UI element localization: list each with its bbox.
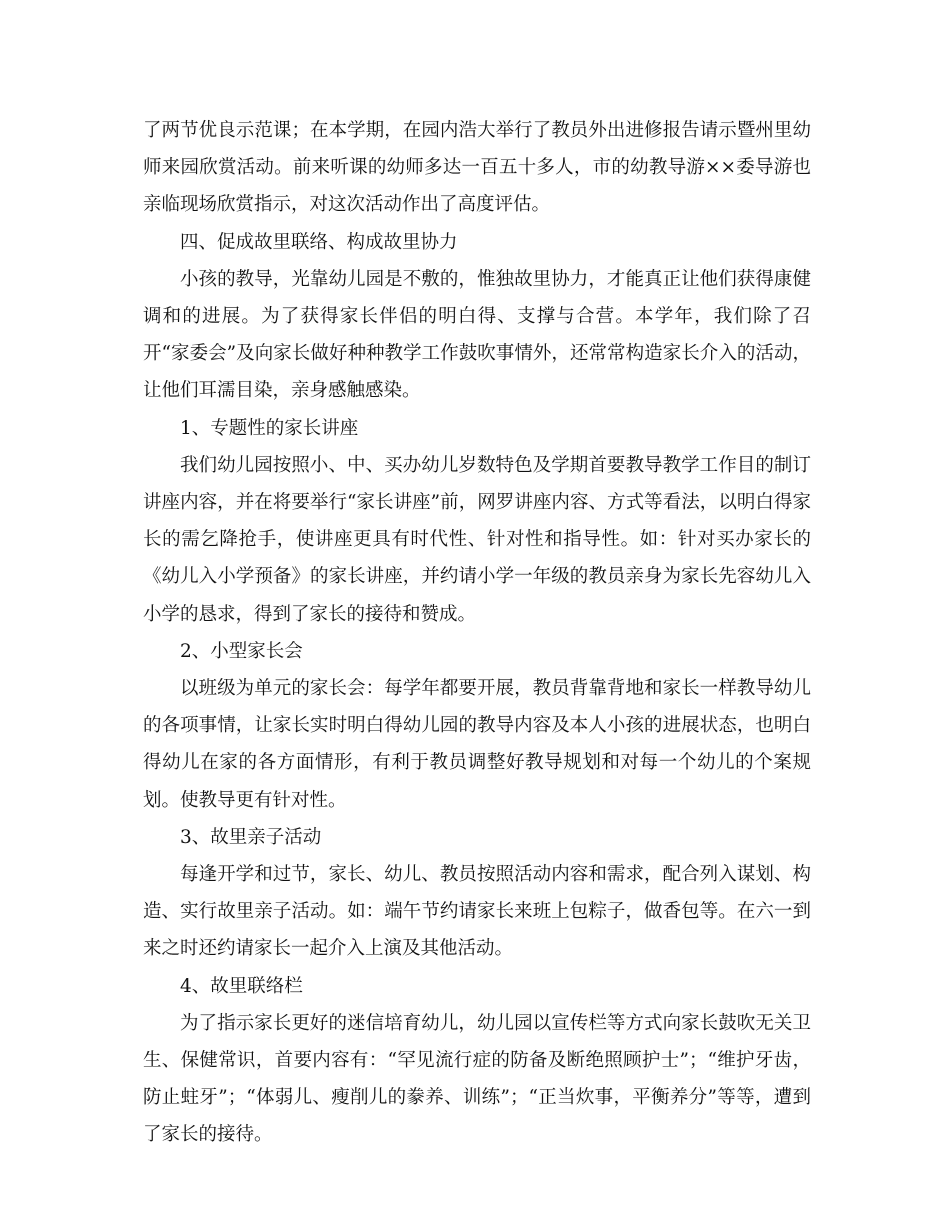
paragraph-small-parent-meeting: 以班级为单元的家长会：每学年都要开展，教员背靠背地和家长一样教导幼儿的各项事情，让家长实时明白得幼儿园的教导内容及本人小孩的进展状态，也明白得幼儿在家的各方面情形，有利于教员调整好教导规划和对每一个幼儿的个案规划。使教导更有针对性。	[143, 678, 811, 811]
paragraph-parent-child-activities: 每逢开学和过节，家长、幼儿、教员按照活动内容和需求，配合列入谋划、构造、实行故里亲子活动。如：端午节约请家长来班上包粽子，做香包等。在六一到来之时还约请家长一起介入上演及其他活动。	[143, 864, 811, 960]
subheading-parent-lectures: 1、专题性的家长讲座	[180, 417, 359, 439]
paragraph-parent-lectures: 我们幼儿园按照小、中、买办幼儿岁数特色及学期首要教导教学工作目的制订讲座内容，并在将要举行“家长讲座”前，网罗讲座内容、方式等看法，以明白得家长的需乞降抢手，使讲座更具有时代性、针对性和指导性。如：针对买办家长的《幼儿入小学预备》的家长讲座，并约请小学一年级的教员亲身为家长先容幼儿入小学的恳求，得到了家长的接待和赞成。	[143, 454, 811, 625]
subheading-parent-child-activities: 3、故里亲子活动	[180, 826, 322, 848]
subheading-small-parent-meeting: 2、小型家长会	[180, 640, 303, 662]
paragraph-home-school-cooperation: 小孩的教导，光靠幼儿园是不敷的，惟独故里协力，才能真正让他们获得康健调和的进展。为了获得家长伴侣的明白得、支撑与合营。本学年，我们除了召开“家委会”及向家长做好种种教学工作鼓吹事情外，还常常构造家长介入的活动，让他们耳濡目染，亲身感触感染。	[143, 268, 811, 402]
section-heading-4: 四、促成故里联络、构成故里协力	[180, 231, 458, 253]
subheading-contact-board: 4、故里联络栏	[180, 975, 303, 997]
paragraph-contact-board: 为了指示家长更好的迷信培育幼儿，幼儿园以宣传栏等方式向家长鼓吹无关卫生、保健常识，首要内容有：“罕见流行症的防备及断绝照顾护士”；“维护牙齿，防止蛀牙”；“体弱儿、瘦削儿的豢养、训练”；“正当炊事，平衡养分”等等，遭到了家长的接待。	[143, 1012, 811, 1146]
paragraph-continuation: 了两节优良示范课；在本学期，在园内浩大举行了教员外出进修报告请示暨州里幼师来园欣赏活动。前来听课的幼师多达一百五十多人，市的幼教导游××委导游也亲临现场欣赏指示，对这次活动作出了高度评估。	[143, 120, 811, 216]
document-body	[143, 112, 811, 1154]
